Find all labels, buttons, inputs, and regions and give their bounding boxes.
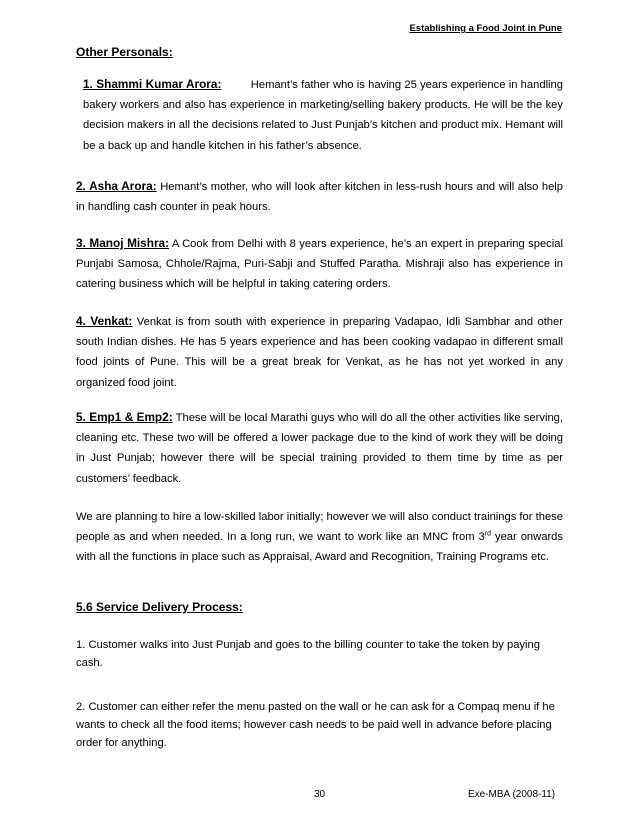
service-step: 2. Customer can either refer the menu pasted on the wall or he can ask for a Compaq menu if he wants to check all the food items; however cash needs to be paid well in advance before placing order for anything. bbox=[76, 701, 555, 749]
personnel-label: 2. Asha Arora: bbox=[76, 179, 157, 193]
personnel-label: 3. Manoj Mishra: bbox=[76, 236, 170, 250]
service-step: 1. Customer walks into Just Punjab and goes to the billing counter to take the token by paying cash. bbox=[76, 639, 540, 669]
page-number: 30 bbox=[314, 789, 326, 800]
personnel-label: 5. Emp1 & Emp2: bbox=[76, 410, 173, 424]
footer-program: Exe-MBA (2008-11) bbox=[468, 789, 556, 800]
personnel-text: Hemant’s father who is having 25 years experience in handling bakery workers and also has experience in marketing/selling bakery products. He will be the key decision makers in all the decisions related to Just Punjab’s kitchen and product mix. Hemant will be a back up and handle kitchen in his father’s absence. bbox=[83, 79, 563, 152]
personnel-label: 4. Venkat: bbox=[76, 314, 133, 328]
personnel-label: 1. Shammi Kumar Arora: bbox=[83, 77, 222, 91]
section-title-other-personals: Other Personals: bbox=[76, 45, 173, 59]
personnel-entry-venkat bbox=[76, 311, 563, 393]
personnel-entry-emp bbox=[76, 407, 563, 489]
personnel-text: These will be local Marathi guys who will do all the other activities like serving, cleaning etc. These two will be offered a lower package due to the kind of work they will be doing in Just Punjab; however there will be special training provided to them time by time as per customers’ feedback. bbox=[76, 412, 564, 485]
personnel-entry-manoj bbox=[76, 233, 563, 295]
personnel-entry-shammi bbox=[83, 74, 563, 156]
personnel-text: Hemant’s mother, who will look after kitchen in less-rush hours and will also help in handling cash counter in peak hours. bbox=[76, 181, 563, 214]
personnel-entry-asha bbox=[76, 176, 563, 217]
personnel-text: Venkat is from south with experience in preparing Vadapao, Idli Sambhar and other south Indian dishes. He has 5 years experience and has been cooking vadapao in different small food joints of Pune. This will be a great break for Venkat, as he has not yet worked in any organized food joint. bbox=[76, 316, 563, 389]
hiring-plan-paragraph: We are planning to hire a low-skilled labor initially; however we will also conduct trainings for these people as and when needed. In a long run, we want to work like an MNC from 3rd year onwards with all the functions in place such as Appraisal, Award and Recognition, Training Programs etc. bbox=[76, 511, 563, 564]
running-header: Establishing a Food Joint in Pune bbox=[409, 23, 562, 34]
personnel-text: A Cook from Delhi with 8 years experience, he’s an expert in preparing special Punjabi Samosa, Chhole/Rajma, Puri-Sabji and Stuffed Paratha. Mishraji also has experience in catering business which will be helpful in taking catering orders. bbox=[76, 238, 563, 291]
section-title-service-delivery: 5.6 Service Delivery Process: bbox=[76, 600, 243, 614]
